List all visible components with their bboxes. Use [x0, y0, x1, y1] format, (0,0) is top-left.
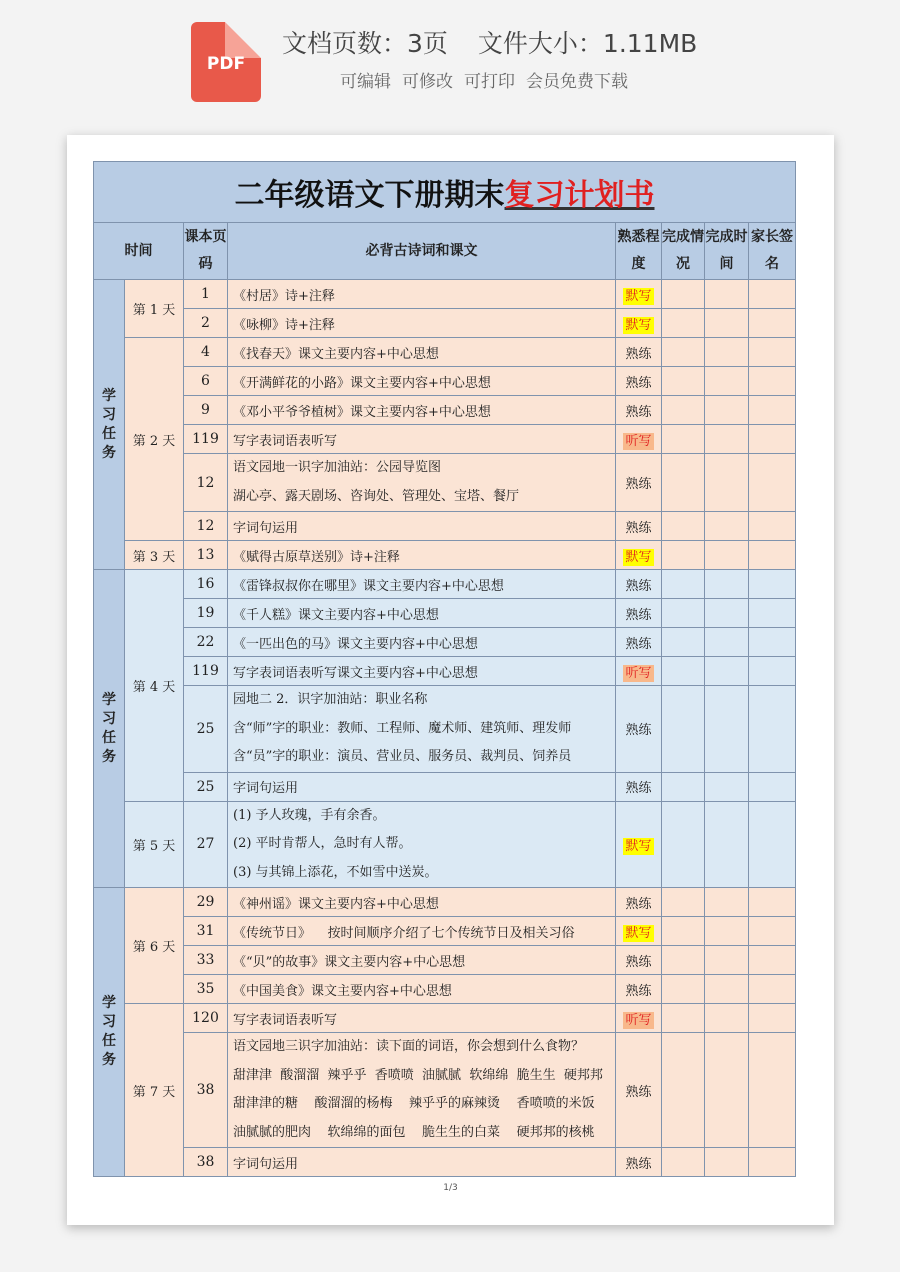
parent-sign-cell[interactable]	[749, 975, 796, 1004]
review-plan-table	[93, 161, 796, 1177]
page-number-cell: 120	[184, 1004, 228, 1033]
feature-item: 会员免费下载	[526, 72, 628, 92]
familiarity-cell	[616, 570, 662, 599]
header-status: 完成情况	[662, 223, 705, 280]
familiarity-cell	[616, 512, 662, 541]
day-label: 第 3 天	[125, 541, 184, 570]
table-row	[94, 686, 796, 773]
content-line: (2) 平时肯帮人，急时有人帮。	[233, 836, 412, 851]
status-cell[interactable]	[662, 628, 705, 657]
group-label	[94, 888, 125, 1177]
page-number-cell: 38	[184, 1033, 228, 1148]
content-cell	[228, 686, 616, 773]
done-time-cell[interactable]	[705, 888, 749, 917]
table-row	[94, 309, 796, 338]
done-time-cell[interactable]	[705, 946, 749, 975]
familiarity-mark: 熟练	[625, 1156, 652, 1172]
table-row	[94, 425, 796, 454]
table-row	[94, 946, 796, 975]
done-time-cell[interactable]	[705, 628, 749, 657]
familiarity-cell	[616, 657, 662, 686]
familiarity-cell	[616, 454, 662, 512]
familiarity-cell	[616, 425, 662, 454]
parent-sign-cell[interactable]	[749, 280, 796, 309]
familiarity-mark: 熟练	[625, 375, 652, 391]
status-cell[interactable]	[662, 888, 705, 917]
content-line: 语文园地一识字加油站：公园导览图	[233, 460, 442, 475]
file-meta	[282, 24, 727, 60]
page-number-cell: 22	[184, 628, 228, 657]
done-time-cell[interactable]	[705, 309, 749, 338]
parent-sign-cell[interactable]	[749, 628, 796, 657]
content-cell	[228, 309, 616, 338]
status-cell[interactable]	[662, 454, 705, 512]
content-line: 湖心亭、露天剧场、咨询处、管理处、宝塔、餐厅	[233, 488, 520, 504]
page-number-cell: 4	[184, 338, 228, 367]
status-cell[interactable]	[662, 338, 705, 367]
familiarity-mark: 熟练	[625, 896, 652, 912]
status-cell[interactable]	[662, 367, 705, 396]
familiarity-cell	[616, 888, 662, 917]
done-time-cell[interactable]	[705, 599, 749, 628]
parent-sign-cell[interactable]	[749, 338, 796, 367]
content-cell	[228, 1004, 616, 1033]
status-cell[interactable]	[662, 512, 705, 541]
content-line: 写字表词语表听写	[233, 433, 338, 449]
familiarity-mark: 默写	[625, 317, 652, 333]
familiarity-cell	[616, 917, 662, 946]
table-row	[94, 917, 796, 946]
table-row	[94, 657, 796, 686]
content-line: 《千人糕》课文主要内容+中心思想	[233, 607, 439, 623]
parent-sign-cell[interactable]	[749, 946, 796, 975]
status-cell[interactable]	[662, 801, 705, 888]
table-row	[94, 975, 796, 1004]
pdf-label: PDF	[206, 54, 246, 74]
parent-sign-cell[interactable]	[749, 396, 796, 425]
table-row	[94, 338, 796, 367]
content-line: 园地二 2．识字加油站：职业名称	[233, 692, 428, 707]
content-line: 《“贝”的故事》课文主要内容+中心思想	[233, 954, 466, 970]
table-row	[94, 454, 796, 512]
status-cell[interactable]	[662, 309, 705, 338]
feature-list	[340, 67, 639, 92]
familiarity-mark: 熟练	[625, 781, 652, 796]
done-time-cell[interactable]	[705, 570, 749, 599]
parent-sign-cell[interactable]	[749, 657, 796, 686]
feature-item: 可修改	[402, 72, 453, 92]
familiarity-cell	[616, 975, 662, 1004]
done-time-cell[interactable]	[705, 512, 749, 541]
familiarity-mark: 默写	[625, 838, 652, 854]
title-black: 二年级语文下册期末	[234, 178, 505, 213]
page-number-cell: 31	[184, 917, 228, 946]
day-label: 第 4 天	[125, 570, 184, 802]
content-line: (1) 予人玫瑰，手有余香。	[233, 807, 386, 823]
status-cell[interactable]	[662, 946, 705, 975]
status-cell[interactable]	[662, 541, 705, 570]
familiarity-mark: 熟练	[625, 607, 652, 623]
status-cell[interactable]	[662, 425, 705, 454]
content-line: 《传统节日》 按时间顺序介绍了七个传统节日及相关习俗	[233, 925, 575, 941]
familiarity-mark: 熟练	[625, 1084, 652, 1100]
familiarity-mark: 熟练	[625, 954, 652, 970]
status-cell[interactable]	[662, 599, 705, 628]
content-line: 油腻腻的肥肉 软绵绵的面包 脆生生的白菜 硬邦邦的核桃	[233, 1124, 595, 1140]
status-cell[interactable]	[662, 1148, 705, 1177]
page-number-cell: 27	[184, 801, 228, 888]
familiarity-cell	[616, 686, 662, 773]
done-time-cell[interactable]	[705, 280, 749, 309]
table-row	[94, 801, 796, 888]
content-cell	[228, 280, 616, 309]
content-cell	[228, 541, 616, 570]
table-row	[94, 772, 796, 801]
content-cell	[228, 772, 616, 801]
page-number-cell: 119	[184, 657, 228, 686]
parent-sign-cell[interactable]	[749, 1033, 796, 1148]
content-line: 字词句运用	[233, 520, 299, 536]
done-time-cell[interactable]	[705, 396, 749, 425]
content-cell	[228, 657, 616, 686]
page-number-cell: 9	[184, 396, 228, 425]
content-line: 《咏柳》诗+注释	[233, 317, 335, 333]
status-cell[interactable]	[662, 1033, 705, 1148]
status-cell[interactable]	[662, 657, 705, 686]
familiarity-cell	[616, 338, 662, 367]
group-label	[94, 280, 125, 570]
familiarity-cell	[616, 309, 662, 338]
familiarity-mark: 熟练	[625, 636, 652, 652]
feature-item: 可编辑	[340, 72, 391, 92]
done-time-cell[interactable]	[705, 975, 749, 1004]
done-time-cell[interactable]	[705, 917, 749, 946]
content-cell	[228, 512, 616, 541]
content-cell	[228, 917, 616, 946]
page-title	[94, 162, 796, 223]
parent-sign-cell[interactable]	[749, 888, 796, 917]
familiarity-cell	[616, 599, 662, 628]
familiarity-cell	[616, 946, 662, 975]
content-cell	[228, 454, 616, 512]
done-time-cell[interactable]	[705, 772, 749, 801]
familiarity-mark: 熟练	[625, 723, 652, 739]
familiarity-mark: 默写	[625, 549, 652, 565]
title-red: 复习计划书	[504, 178, 655, 213]
content-cell	[228, 946, 616, 975]
content-cell	[228, 888, 616, 917]
page-number-cell: 13	[184, 541, 228, 570]
done-time-cell[interactable]	[705, 657, 749, 686]
done-time-cell[interactable]	[705, 1004, 749, 1033]
content-line: 《中国美食》课文主要内容+中心思想	[233, 983, 452, 999]
content-cell	[228, 801, 616, 888]
page-number-cell: 6	[184, 367, 228, 396]
status-cell[interactable]	[662, 772, 705, 801]
day-label: 第 1 天	[125, 280, 184, 338]
done-time-cell[interactable]	[705, 367, 749, 396]
page-number-cell: 119	[184, 425, 228, 454]
table-row	[94, 512, 796, 541]
parent-sign-cell[interactable]	[749, 917, 796, 946]
page-number-cell: 33	[184, 946, 228, 975]
familiarity-cell	[616, 628, 662, 657]
done-time-cell[interactable]	[705, 454, 749, 512]
table-row	[94, 541, 796, 570]
status-cell[interactable]	[662, 1004, 705, 1033]
content-line: 甜津津 酸溜溜 辣乎乎 香喷喷 油腻腻 软绵绵 脆生生 硬邦邦	[233, 1067, 603, 1083]
content-cell	[228, 628, 616, 657]
familiarity-mark: 默写	[625, 925, 652, 941]
page-count: 文档页数：3页	[282, 29, 448, 58]
familiarity-cell	[616, 541, 662, 570]
content-line: 《一匹出色的马》课文主要内容+中心思想	[233, 636, 478, 652]
content-cell	[228, 396, 616, 425]
content-line: 《开满鲜花的小路》课文主要内容+中心思想	[233, 375, 491, 391]
familiarity-cell	[616, 772, 662, 801]
page-number-cell: 29	[184, 888, 228, 917]
table-row	[94, 599, 796, 628]
parent-sign-cell[interactable]	[749, 512, 796, 541]
page-number-cell: 16	[184, 570, 228, 599]
parent-sign-cell[interactable]	[749, 772, 796, 801]
content-line: (3) 与其锦上添花，不如雪中送炭。	[233, 864, 438, 880]
done-time-cell[interactable]	[705, 425, 749, 454]
page-number-cell: 38	[184, 1148, 228, 1177]
content-line: 写字表词语表听写课文主要内容+中心思想	[233, 665, 478, 681]
table-body	[94, 280, 796, 1177]
content-cell	[228, 338, 616, 367]
content-line: 字词句运用	[233, 781, 299, 796]
group-label-text: 学习任务	[102, 691, 116, 765]
group-label-text: 学习任务	[102, 387, 116, 461]
download-banner	[0, 0, 900, 125]
page-number-cell: 12	[184, 512, 228, 541]
parent-sign-cell[interactable]	[749, 1148, 796, 1177]
familiarity-mark: 默写	[625, 288, 652, 304]
content-cell	[228, 570, 616, 599]
familiarity-cell	[616, 1004, 662, 1033]
table-row	[94, 628, 796, 657]
day-label: 第 5 天	[125, 801, 184, 888]
parent-sign-cell[interactable]	[749, 1004, 796, 1033]
familiarity-cell	[616, 1033, 662, 1148]
status-cell[interactable]	[662, 280, 705, 309]
parent-sign-cell[interactable]	[749, 599, 796, 628]
familiarity-mark: 听写	[625, 433, 652, 449]
table-row	[94, 1004, 796, 1033]
page-number-cell: 2	[184, 309, 228, 338]
page-number-cell: 25	[184, 686, 228, 773]
page-number-cell: 19	[184, 599, 228, 628]
day-label: 第 7 天	[125, 1004, 184, 1177]
content-line: 《邓小平爷爷植树》课文主要内容+中心思想	[233, 404, 491, 420]
table-row	[94, 570, 796, 599]
group-label-text: 学习任务	[102, 995, 116, 1068]
parent-sign-cell[interactable]	[749, 686, 796, 773]
done-time-cell[interactable]	[705, 686, 749, 773]
header-familiarity: 熟悉程度	[616, 223, 662, 280]
day-label: 第 2 天	[125, 338, 184, 541]
content-line: 《雷锋叔叔你在哪里》课文主要内容+中心思想	[233, 578, 504, 594]
parent-sign-cell[interactable]	[749, 309, 796, 338]
content-line: 《赋得古原草送别》诗+注释	[233, 549, 400, 565]
feature-item: 可打印	[464, 72, 515, 92]
content-cell	[228, 975, 616, 1004]
status-cell[interactable]	[662, 975, 705, 1004]
content-line: 《找春天》课文主要内容+中心思想	[233, 346, 439, 362]
familiarity-cell	[616, 1148, 662, 1177]
content-cell	[228, 1148, 616, 1177]
pdf-file-icon	[191, 22, 261, 102]
content-line: 字词句运用	[233, 1156, 299, 1172]
done-time-cell[interactable]	[705, 1033, 749, 1148]
parent-sign-cell[interactable]	[749, 425, 796, 454]
table-row	[94, 1148, 796, 1177]
day-label: 第 6 天	[125, 888, 184, 1004]
familiarity-cell	[616, 396, 662, 425]
table-row	[94, 367, 796, 396]
file-size: 文件大小：1.11MB	[477, 29, 698, 58]
content-line: 《神州谣》课文主要内容+中心思想	[233, 896, 439, 912]
status-cell[interactable]	[662, 917, 705, 946]
parent-sign-cell[interactable]	[749, 454, 796, 512]
status-cell[interactable]	[662, 570, 705, 599]
page-number-cell: 12	[184, 454, 228, 512]
done-time-cell[interactable]	[705, 338, 749, 367]
document-page	[67, 135, 834, 1225]
content-line: 语文园地三识字加油站：读下面的词语，你会想到什么食物？	[233, 1039, 585, 1054]
familiarity-mark: 熟练	[625, 983, 652, 999]
page-number-cell: 35	[184, 975, 228, 1004]
table-row	[94, 888, 796, 917]
content-line: 写字表词语表听写	[233, 1012, 338, 1028]
content-cell	[228, 1033, 616, 1148]
parent-sign-cell[interactable]	[749, 541, 796, 570]
page-number-cell: 25	[184, 772, 228, 801]
status-cell[interactable]	[662, 686, 705, 773]
content-line: 《村居》诗+注释	[233, 288, 335, 304]
familiarity-mark: 听写	[625, 665, 652, 681]
content-cell	[228, 425, 616, 454]
content-cell	[228, 599, 616, 628]
page-number-cell: 1	[184, 280, 228, 309]
content-line: 含“师”字的职业：教师、工程师、魔术师、建筑师、理发师	[233, 720, 572, 736]
familiarity-mark: 熟练	[625, 346, 652, 362]
familiarity-mark: 熟练	[625, 578, 652, 594]
parent-sign-cell[interactable]	[749, 367, 796, 396]
familiarity-mark: 熟练	[625, 520, 652, 536]
header-parent: 家长签名	[749, 223, 796, 280]
header-page: 课本页码	[184, 223, 228, 280]
done-time-cell[interactable]	[705, 801, 749, 888]
table-row	[94, 1033, 796, 1148]
header-time: 时间	[94, 223, 184, 280]
familiarity-mark: 听写	[625, 1012, 652, 1028]
content-line: 含“员”字的职业：演员、营业员、服务员、裁判员、饲养员	[233, 749, 572, 764]
familiarity-cell	[616, 801, 662, 888]
familiarity-mark: 熟练	[625, 404, 652, 420]
group-label	[94, 570, 125, 888]
done-time-cell[interactable]	[705, 541, 749, 570]
status-cell[interactable]	[662, 396, 705, 425]
familiarity-cell	[616, 280, 662, 309]
parent-sign-cell[interactable]	[749, 570, 796, 599]
page-number: 1/3	[443, 1183, 458, 1193]
header-content: 必背古诗词和课文	[228, 223, 616, 280]
content-cell	[228, 367, 616, 396]
table-row	[94, 280, 796, 309]
parent-sign-cell[interactable]	[749, 801, 796, 888]
familiarity-cell	[616, 367, 662, 396]
content-line: 甜津津的糖 酸溜溜的杨梅 辣乎乎的麻辣烫 香喷喷的米饭	[233, 1096, 595, 1111]
header-done-time: 完成时间	[705, 223, 749, 280]
familiarity-mark: 熟练	[625, 477, 652, 492]
done-time-cell[interactable]	[705, 1148, 749, 1177]
table-row	[94, 396, 796, 425]
